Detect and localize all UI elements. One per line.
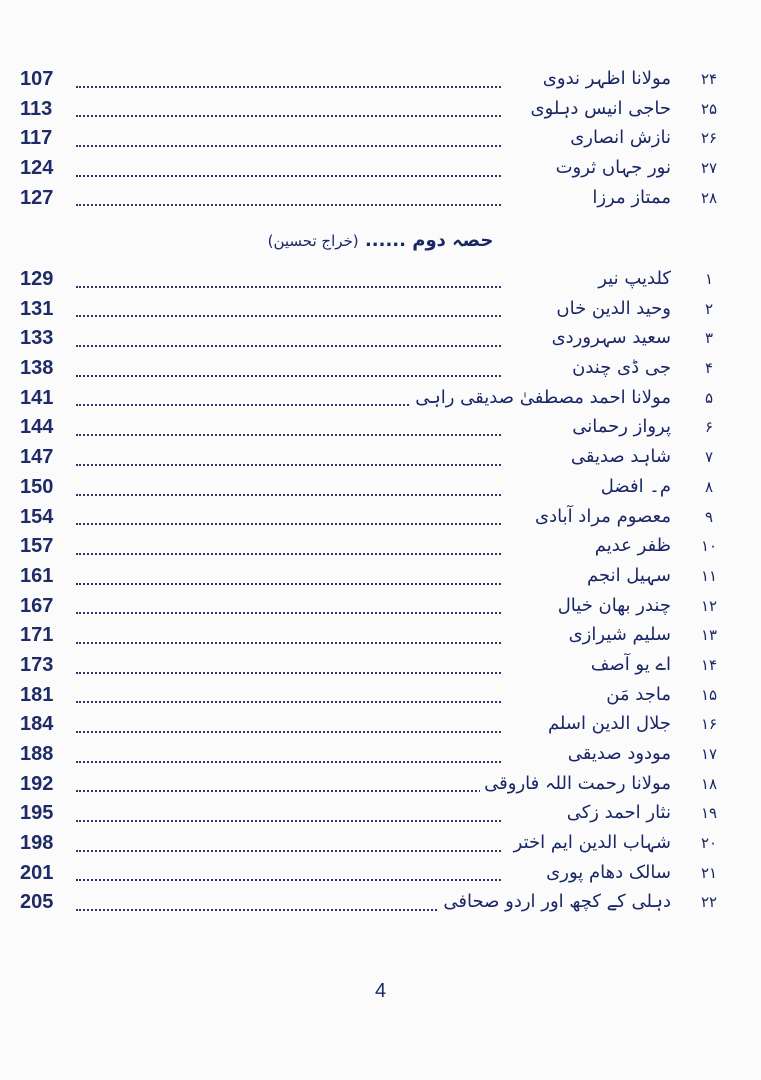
entry-page-number: 131	[20, 297, 54, 320]
dot-leader	[76, 375, 501, 377]
toc-entry	[0, 442, 761, 472]
entry-page-number: 138	[20, 357, 54, 380]
dot-leader	[76, 701, 501, 703]
entry-title: ماجد مَن	[602, 680, 671, 710]
entry-serial: ۲	[704, 299, 714, 318]
entry-serial: ۲۲	[700, 893, 718, 912]
dot-leader	[76, 464, 501, 466]
entry-serial: ۱۹	[700, 804, 718, 823]
dot-leader	[76, 790, 501, 792]
toc-entry	[0, 64, 761, 94]
entry-title: نازش انصاری	[566, 123, 671, 153]
toc-entry	[0, 709, 761, 739]
toc-entry	[0, 123, 761, 153]
entry-serial: ۲۰	[700, 834, 718, 853]
entry-page-number: 192	[20, 772, 54, 795]
entry-page-number: 181	[20, 683, 54, 706]
entry-serial: ۳	[704, 329, 714, 348]
toc-entry	[0, 561, 761, 591]
entry-page-number: 107	[20, 68, 54, 90]
entry-serial: ۱۶	[700, 715, 718, 734]
dot-leader	[76, 820, 501, 822]
entry-page-number: 147	[20, 446, 54, 469]
entry-serial: ۱۲	[700, 596, 718, 615]
dot-leader	[76, 731, 501, 733]
toc-entry	[0, 294, 761, 324]
dot-leader	[76, 583, 501, 585]
dot-leader	[76, 145, 501, 147]
entry-page-number: 205	[20, 891, 54, 914]
toc-entry	[0, 412, 761, 442]
toc-entry	[0, 591, 761, 621]
toc-entry	[0, 183, 761, 213]
toc-entry	[0, 472, 761, 502]
entry-title: نور جہاں ثروت	[552, 153, 671, 183]
entry-title: دہلی کے کچھ اور اردو صحافی	[439, 887, 671, 917]
entry-page-number: 127	[20, 186, 54, 209]
entry-page-number: 129	[20, 268, 54, 290]
entry-page-number: 124	[20, 157, 54, 180]
entry-serial: ۲۴	[700, 70, 718, 88]
entry-title: سلیم شیرازی	[565, 620, 671, 650]
dot-leader	[76, 523, 501, 525]
toc-part-two	[0, 264, 761, 917]
toc-entry	[0, 383, 761, 413]
entry-title: سہیل انجم	[583, 561, 671, 591]
entry-title: کلدیپ نیر	[594, 264, 671, 294]
entry-page-number: 144	[20, 416, 54, 439]
entry-title: شاہد صدیقی	[567, 442, 671, 472]
entry-title: سالک دھام پوری	[542, 858, 671, 888]
section-heading	[0, 226, 761, 256]
dot-leader	[76, 612, 501, 614]
entry-serial: ۵	[704, 388, 714, 407]
toc-entry	[0, 620, 761, 650]
entry-serial: ۷	[704, 448, 714, 467]
entry-page-number: 133	[20, 327, 54, 350]
entry-serial: ۱۸	[700, 774, 718, 793]
entry-page-number: 171	[20, 624, 54, 647]
entry-serial: ۱۱	[700, 566, 718, 585]
entry-serial: ۹	[704, 507, 714, 526]
entry-title: م۔ افضل	[597, 472, 671, 502]
entry-serial: ۴	[704, 359, 714, 378]
entry-serial: ۱۳	[700, 626, 718, 645]
entry-serial: ۲۷	[700, 159, 718, 178]
dot-leader	[76, 879, 501, 881]
entry-title: وحید الدین خاں	[552, 294, 671, 324]
toc-entry	[0, 858, 761, 888]
toc-entry	[0, 264, 761, 294]
entry-page-number: 117	[20, 127, 53, 150]
entry-page-number: 161	[20, 564, 54, 587]
dot-leader	[76, 115, 501, 117]
dot-leader	[76, 642, 501, 644]
toc-entry	[0, 323, 761, 353]
entry-serial: ۱	[704, 270, 714, 288]
entry-title: مولانا احمد مصطفیٰ صدیقی راہی	[411, 383, 671, 413]
toc-part-one	[0, 64, 761, 212]
dot-leader	[76, 494, 501, 496]
entry-serial: ۲۵	[700, 99, 718, 118]
dot-leader	[76, 553, 501, 555]
entry-page-number: 195	[20, 802, 54, 825]
entry-title: ظفر عدیم	[591, 531, 671, 561]
page-number: 4	[374, 980, 387, 1002]
entry-title: چندر بھان خیال	[554, 591, 671, 621]
entry-page-number: 157	[20, 535, 54, 558]
entry-title: مولانا اظہر ندوی	[539, 64, 671, 94]
entry-serial: ۸	[704, 477, 714, 496]
entry-page-number: 198	[20, 832, 54, 855]
entry-serial: ۲۱	[700, 863, 718, 882]
dot-leader	[76, 850, 501, 852]
dot-leader	[76, 434, 501, 436]
toc-entry	[0, 739, 761, 769]
entry-title: جی ڈی چندن	[568, 353, 671, 383]
entry-title: مولانا رحمت اللہ فاروقی	[480, 769, 671, 799]
entry-page-number: 167	[20, 594, 54, 617]
entry-serial: ۲۶	[700, 129, 718, 148]
entry-page-number: 184	[20, 713, 54, 736]
entry-title: جلال الدین اسلم	[544, 709, 671, 739]
dot-leader	[76, 204, 501, 206]
entry-title: حاجی انیس دہلوی	[527, 94, 671, 124]
toc-entry	[0, 798, 761, 828]
entry-title: اے یو آصف	[587, 650, 671, 680]
dot-leader	[76, 286, 501, 288]
entry-title: پرواز رحمانی	[568, 412, 671, 442]
entry-page-number: 201	[20, 861, 54, 884]
entry-serial: ۲۸	[700, 188, 718, 207]
entry-serial: ۱۴	[700, 655, 718, 674]
entry-title: معصوم مراد آبادی	[531, 502, 671, 532]
dot-leader	[76, 315, 501, 317]
dot-leader	[76, 175, 501, 177]
entry-title: ممتاز مرزا	[588, 183, 671, 213]
entry-page-number: 141	[20, 386, 54, 409]
entry-page-number: 113	[20, 97, 53, 120]
toc-entry	[0, 680, 761, 710]
entry-title: نثار احمد زکی	[563, 798, 671, 828]
dot-leader	[76, 672, 501, 674]
entry-title: سعید سہروردی	[548, 323, 671, 353]
dot-leader	[76, 86, 501, 88]
toc-entry	[0, 887, 761, 917]
toc-entry	[0, 769, 761, 799]
dot-leader	[76, 345, 501, 347]
section-title: حصہ دوم ......	[364, 230, 494, 251]
entry-title: شہاب الدین ایم اختر	[510, 828, 671, 858]
entry-serial: ۱۷	[700, 745, 718, 763]
toc-entry	[0, 650, 761, 680]
toc-entry	[0, 353, 761, 383]
toc-entry	[0, 502, 761, 532]
entry-serial: ۱۰	[700, 537, 718, 556]
entry-page-number: 173	[20, 653, 54, 676]
toc-entry	[0, 153, 761, 183]
entry-serial: ۶	[704, 418, 714, 437]
entry-page-number: 188	[20, 743, 54, 765]
entry-page-number: 154	[20, 505, 54, 528]
entry-serial: ۱۵	[700, 685, 718, 704]
dot-leader	[76, 909, 501, 911]
section-subtitle: (خراج تحسین)	[267, 232, 359, 250]
toc-entry	[0, 531, 761, 561]
dot-leader	[76, 761, 501, 763]
entry-title: مودود صدیقی	[564, 739, 671, 769]
toc-entry	[0, 94, 761, 124]
toc-entry	[0, 828, 761, 858]
entry-page-number: 150	[20, 475, 54, 498]
